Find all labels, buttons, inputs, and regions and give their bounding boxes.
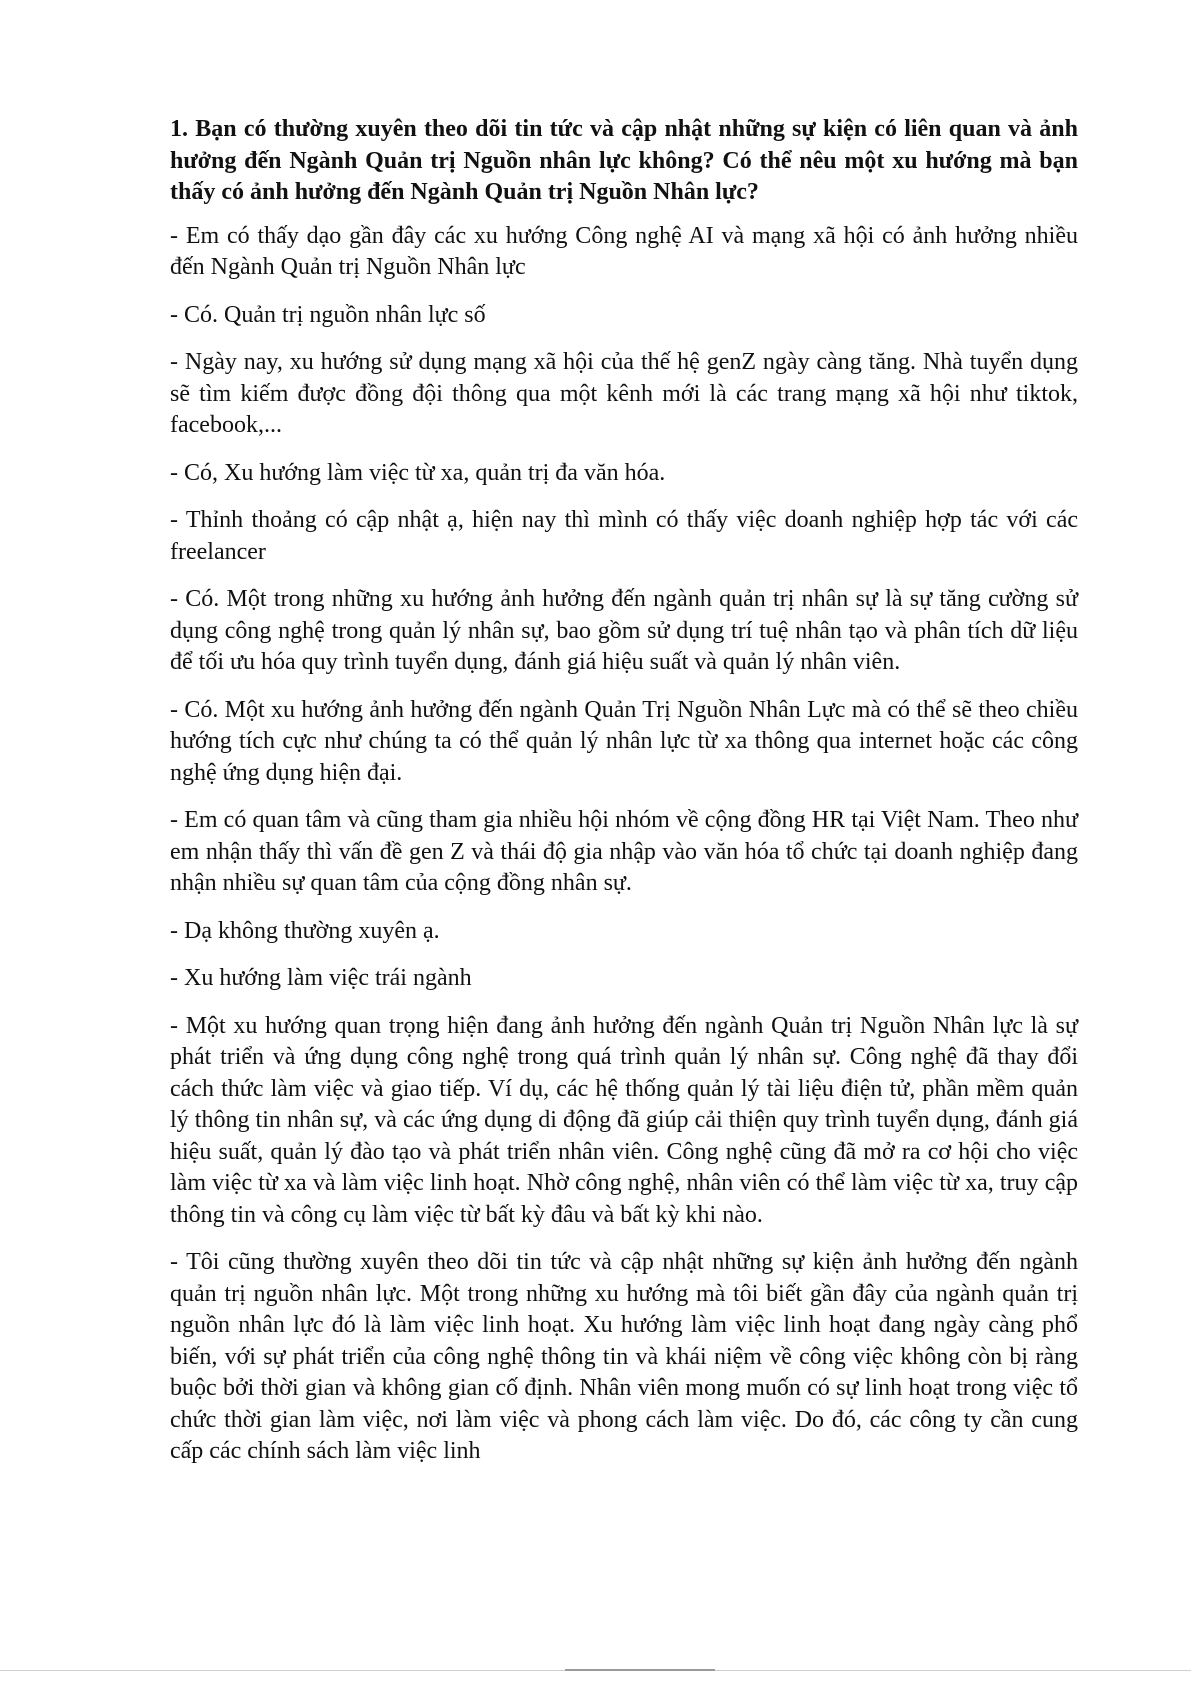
answer-5: - Thỉnh thoảng có cập nhật ạ, hiện nay thì mình có thấy việc doanh nghiệp hợp tác với các freelancer: [170, 507, 1078, 565]
survey-question: 1. Bạn có thường xuyên theo dõi tin tức và cập nhật những sự kiện có liên quan và ảnh hưởng đến Ngành Quản trị Nguồn nhân lực không? Có thể nêu một xu hướng mà bạn thấy có ảnh hưởng đến Ngành Quản trị Nguồn Nhân lực?: [170, 116, 1078, 205]
document-body: [170, 114, 1078, 1484]
answer-6: - Có. Một trong những xu hướng ảnh hưởng đến ngành quản trị nhân sự là sự tăng cường sử dụng công nghệ trong quản lý nhân sự, bao gồm sử dụng trí tuệ nhân tạo và phân tích dữ liệu để tối ưu hóa quy trình tuyển dụng, đánh giá hiệu suất và quản lý nhân viên.: [170, 586, 1078, 675]
answer-11: - Một xu hướng quan trọng hiện đang ảnh hưởng đến ngành Quản trị Nguồn Nhân lực là sự phát triển và ứng dụng công nghệ trong quá trình quản lý nhân sự. Công nghệ đã thay đổi cách thức làm việc và giao tiếp. Ví dụ, các hệ thống quản lý tài liệu điện tử, phần mềm quản lý thông tin nhân sự, và các ứng dụng di động đã giúp cải thiện quy trình tuyển dụng, đánh giá hiệu suất, quản lý đào tạo và phát triển nhân viên. Công nghệ cũng đã mở ra cơ hội cho việc làm việc từ xa và làm việc linh hoạt. Nhờ công nghệ, nhân viên có thể làm việc từ xa, truy cập thông tin và công cụ làm việc từ bất kỳ đâu và bất kỳ khi nào.: [170, 1012, 1078, 1228]
answer-1: - Em có thấy dạo gần đây các xu hướng Công nghệ AI và mạng xã hội có ảnh hưởng nhiều đến Ngành Quản trị Nguồn Nhân lực: [170, 222, 1078, 280]
answer-4: - Có, Xu hướng làm việc từ xa, quản trị đa văn hóa.: [170, 459, 666, 486]
page-bottom-mark: [565, 1669, 715, 1671]
answer-2: - Có. Quản trị nguồn nhân lực số: [170, 301, 486, 328]
answer-9: - Dạ không thường xuyên ạ.: [170, 917, 440, 944]
answer-12: - Tôi cũng thường xuyên theo dõi tin tức và cập nhật những sự kiện ảnh hưởng đến ngành quản trị nguồn nhân lực. Một trong những xu hướng mà tôi biết gần đây của ngành quản trị nguồn nhân lực đó là làm việc linh hoạt. Xu hướng làm việc linh hoạt đang ngày càng phổ biến, với sự phát triển của công nghệ thông tin và khái niệm về công việc không còn bị ràng buộc bởi thời gian và không gian cố định. Nhân viên mong muốn có sự linh hoạt trong việc tổ chức thời gian làm việc, nơi làm việc và phong cách làm việc. Do đó, các công ty cần cung cấp các chính sách làm việc linh: [170, 1249, 1078, 1464]
answer-8: - Em có quan tâm và cũng tham gia nhiều hội nhóm về cộng đồng HR tại Việt Nam. Theo như em nhận thấy thì vấn đề gen Z và thái độ gia nhập vào văn hóa tổ chức tại doanh nghiệp đang nhận nhiều sự quan tâm của cộng đồng nhân sự.: [170, 807, 1078, 896]
answer-7: - Có. Một xu hướng ảnh hưởng đến ngành Quản Trị Nguồn Nhân Lực mà có thể sẽ theo chiều hướng tích cực như chúng ta có thể quản lý nhân lực từ xa thông qua internet hoặc các công nghệ ứng dụng hiện đại.: [170, 696, 1078, 786]
answer-10: - Xu hướng làm việc trái ngành: [170, 965, 472, 991]
answer-3: - Ngày nay, xu hướng sử dụng mạng xã hội của thế hệ genZ ngày càng tăng. Nhà tuyển dụng sẽ tìm kiếm được đồng đội thông qua một kênh mới là các trang mạng xã hội như tiktok, facebook,...: [170, 349, 1078, 438]
